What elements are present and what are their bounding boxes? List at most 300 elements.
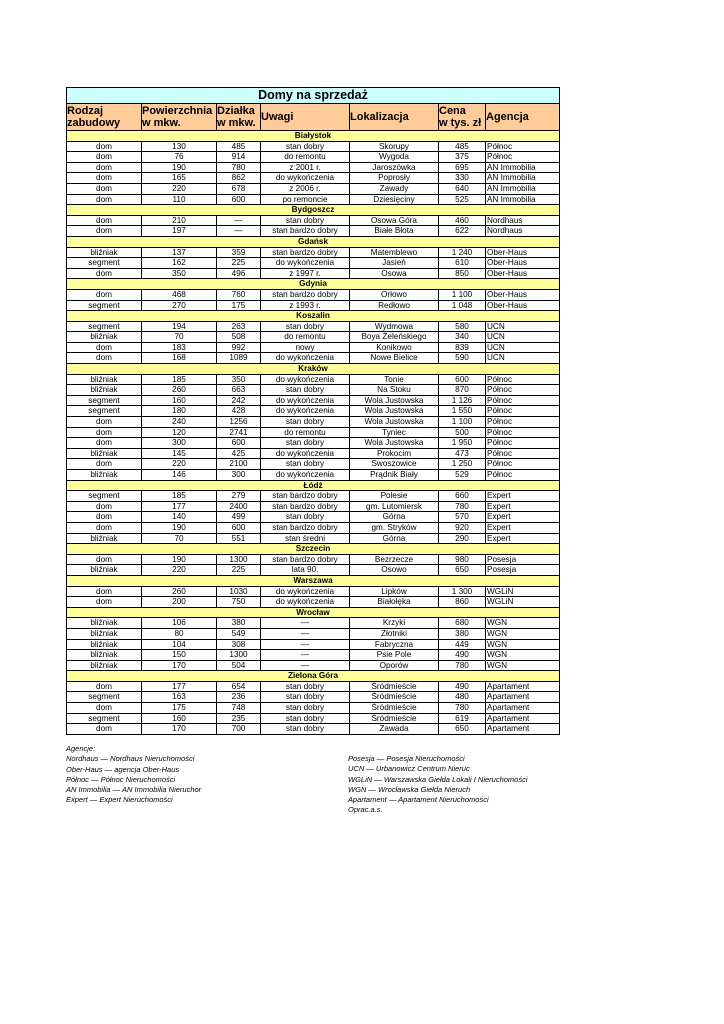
cell-plot: 236 [217, 692, 261, 703]
legend-line: Posesja — Posesja Nieruchomości [348, 754, 465, 763]
cell-area: 120 [142, 427, 217, 438]
table-row [67, 300, 560, 311]
cell-area: 165 [142, 173, 217, 184]
cell-type: dom [67, 724, 142, 735]
cell-type: bliźniak [67, 470, 142, 481]
cell-plot: 862 [217, 173, 261, 184]
city-header-row [67, 671, 560, 682]
cell-agency: Apartament [486, 724, 560, 735]
spreadsheet [66, 87, 559, 735]
cell-agency: Ober-Haus [486, 289, 560, 300]
cell-agency: Expert [486, 501, 560, 512]
cell-area: 110 [142, 194, 217, 205]
cell-area: 162 [142, 258, 217, 269]
cell-location: Jasień [350, 258, 439, 269]
cell-notes: do wykończenia [261, 258, 350, 269]
cell-type: bliźniak [67, 639, 142, 650]
cell-type: dom [67, 353, 142, 364]
cell-area: 200 [142, 597, 217, 608]
cell-plot: 485 [217, 141, 261, 152]
cell-area: 350 [142, 268, 217, 279]
cell-price: 1 550 [439, 406, 486, 417]
cell-notes: do remontu [261, 427, 350, 438]
cell-plot: 504 [217, 660, 261, 671]
cell-price: 1 048 [439, 300, 486, 311]
cell-area: 468 [142, 289, 217, 300]
cell-agency: UCN [486, 321, 560, 332]
cell-location: Jaroszówka [350, 162, 439, 173]
cell-type: bliźniak [67, 565, 142, 576]
cell-notes: stan bardzo dobry [261, 522, 350, 533]
cell-price: 870 [439, 385, 486, 396]
cell-agency: WGN [486, 639, 560, 650]
table-row [67, 183, 560, 194]
houses-table [66, 87, 560, 735]
cell-type: segment [67, 692, 142, 703]
city-name: Wrocław [67, 607, 560, 618]
cell-type: dom [67, 226, 142, 237]
cell-plot: 678 [217, 183, 261, 194]
cell-agency: Północ [486, 395, 560, 406]
cell-agency: UCN [486, 332, 560, 343]
cell-area: 70 [142, 332, 217, 343]
cell-type: dom [67, 152, 142, 163]
cell-price: 580 [439, 321, 486, 332]
cell-type: dom [67, 215, 142, 226]
table-row [67, 406, 560, 417]
cell-agency: Północ [486, 417, 560, 428]
cell-type: dom [67, 162, 142, 173]
cell-plot: 654 [217, 681, 261, 692]
cell-location: Wola Justowska [350, 395, 439, 406]
cell-price: 640 [439, 183, 486, 194]
cell-plot: 663 [217, 385, 261, 396]
cell-location: Śródmieście [350, 713, 439, 724]
cell-price: 695 [439, 162, 486, 173]
cell-location: Osowa Góra [350, 215, 439, 226]
table-row [67, 194, 560, 205]
table-row [67, 470, 560, 481]
city-header-row [67, 544, 560, 555]
cell-price: 839 [439, 342, 486, 353]
cell-area: 220 [142, 459, 217, 470]
cell-area: 150 [142, 650, 217, 661]
cell-notes: do wykończenia [261, 395, 350, 406]
cell-price: 500 [439, 427, 486, 438]
cell-location: Lipków [350, 586, 439, 597]
city-name: Gdynia [67, 279, 560, 290]
cell-location: gm. Stryków [350, 522, 439, 533]
cell-type: dom [67, 268, 142, 279]
cell-type: bliźniak [67, 660, 142, 671]
cell-plot: 700 [217, 724, 261, 735]
legend-line: Ober-Haus — agencja Ober-Haus [66, 764, 180, 774]
cell-plot: 279 [217, 491, 261, 502]
cell-area: 104 [142, 639, 217, 650]
cell-agency: AN Immobilia [486, 183, 560, 194]
cell-price: 529 [439, 470, 486, 481]
cell-location: Osowo [350, 565, 439, 576]
cell-location: Fabryczna [350, 639, 439, 650]
cell-plot: 300 [217, 470, 261, 481]
cell-area: 130 [142, 141, 217, 152]
table-row [67, 681, 560, 692]
table-row [67, 533, 560, 544]
city-name: Warszawa [67, 575, 560, 586]
cell-plot: 308 [217, 639, 261, 650]
cell-area: 180 [142, 406, 217, 417]
cell-agency: AN Immobilia [486, 173, 560, 184]
table-row [67, 247, 560, 258]
city-header-row [67, 575, 560, 586]
cell-notes: z 2001 r. [261, 162, 350, 173]
cell-location: Osowa [350, 268, 439, 279]
cell-plot: 992 [217, 342, 261, 353]
cell-location: Tyniec [350, 427, 439, 438]
cell-agency: Expert [486, 491, 560, 502]
cell-area: 190 [142, 554, 217, 565]
cell-area: 220 [142, 565, 217, 576]
cell-plot: 359 [217, 247, 261, 258]
table-row [67, 226, 560, 237]
cell-plot: 380 [217, 618, 261, 629]
cell-price: 600 [439, 374, 486, 385]
cell-area: 76 [142, 152, 217, 163]
cell-plot: 2400 [217, 501, 261, 512]
cell-location: Nowe Bielice [350, 353, 439, 364]
cell-area: 106 [142, 618, 217, 629]
cell-type: dom [67, 586, 142, 597]
cell-type: segment [67, 491, 142, 502]
cell-area: 260 [142, 385, 217, 396]
cell-agency: AN Immobilia [486, 162, 560, 173]
city-name: Białystok [67, 131, 560, 142]
cell-agency: Ober-Haus [486, 247, 560, 258]
cell-area: 270 [142, 300, 217, 311]
cell-location: Psie Pole [350, 650, 439, 661]
cell-price: 920 [439, 522, 486, 533]
cell-plot: — [217, 226, 261, 237]
cell-agency: WGN [486, 628, 560, 639]
city-name: Zielona Góra [67, 671, 560, 682]
cell-agency: Apartament [486, 713, 560, 724]
cell-notes: do wykończenia [261, 406, 350, 417]
cell-location: Swoszowice [350, 459, 439, 470]
table-row [67, 586, 560, 597]
cell-notes: lata 90. [261, 565, 350, 576]
cell-type: dom [67, 417, 142, 428]
cell-notes: stan dobry [261, 438, 350, 449]
cell-price: 1 950 [439, 438, 486, 449]
cell-agency: Północ [486, 470, 560, 481]
header-area: Powierzchnia w mkw. [142, 104, 217, 131]
cell-plot: 748 [217, 703, 261, 714]
cell-area: 260 [142, 586, 217, 597]
table-row [67, 618, 560, 629]
cell-type: dom [67, 289, 142, 300]
city-name: Gdańsk [67, 236, 560, 247]
header-notes: Uwagi [261, 104, 350, 131]
cell-notes: z 2006 r. [261, 183, 350, 194]
cell-location: Zawady [350, 183, 439, 194]
header-row [67, 104, 560, 131]
header-plot: Działka w mkw. [217, 104, 261, 131]
cell-price: 490 [439, 681, 486, 692]
table-row [67, 342, 560, 353]
cell-type: dom [67, 342, 142, 353]
cell-type: dom [67, 438, 142, 449]
cell-type: dom [67, 522, 142, 533]
cell-plot: 225 [217, 258, 261, 269]
cell-type: segment [67, 406, 142, 417]
cell-price: 650 [439, 724, 486, 735]
cell-notes: stan dobry [261, 713, 350, 724]
cell-type: segment [67, 300, 142, 311]
cell-area: 197 [142, 226, 217, 237]
city-header-row [67, 607, 560, 618]
cell-plot: 235 [217, 713, 261, 724]
cell-agency: Expert [486, 522, 560, 533]
cell-plot: 350 [217, 374, 261, 385]
city-header-row [67, 311, 560, 322]
cell-price: 619 [439, 713, 486, 724]
city-name: Kraków [67, 364, 560, 375]
cell-location: Na Stoku [350, 385, 439, 396]
cell-area: 137 [142, 247, 217, 258]
cell-area: 160 [142, 713, 217, 724]
cell-price: 460 [439, 215, 486, 226]
city-header-row [67, 236, 560, 247]
cell-price: 340 [439, 332, 486, 343]
cell-type: dom [67, 194, 142, 205]
cell-location: Tonie [350, 374, 439, 385]
legend-line: Oprac.a.s. [348, 805, 383, 815]
table-row [67, 162, 560, 173]
cell-type: dom [67, 501, 142, 512]
legend-line: WGLiN — Warszawska Giełda Lokali I Nieruchomości [348, 774, 528, 784]
cell-plot: 914 [217, 152, 261, 163]
cell-type: dom [67, 512, 142, 523]
cell-location: Wydmowa [350, 321, 439, 332]
cell-plot: 1030 [217, 586, 261, 597]
cell-notes: stan bardzo dobry [261, 491, 350, 502]
table-row [67, 417, 560, 428]
cell-price: 780 [439, 660, 486, 671]
cell-plot: 600 [217, 194, 261, 205]
cell-type: segment [67, 395, 142, 406]
cell-area: 183 [142, 342, 217, 353]
cell-area: 190 [142, 162, 217, 173]
cell-plot: 551 [217, 533, 261, 544]
cell-agency: WGN [486, 618, 560, 629]
table-row [67, 565, 560, 576]
city-header-row [67, 205, 560, 216]
cell-agency: UCN [486, 342, 560, 353]
cell-price: 610 [439, 258, 486, 269]
cell-agency: WGN [486, 660, 560, 671]
legend-line: Północ — Północ Nieruchomości [66, 774, 176, 784]
cell-plot: 508 [217, 332, 261, 343]
table-row [67, 628, 560, 639]
cell-plot: 496 [217, 268, 261, 279]
cell-plot: 2741 [217, 427, 261, 438]
cell-plot: 1089 [217, 353, 261, 364]
cell-notes: — [261, 618, 350, 629]
cell-location: Złotniki [350, 628, 439, 639]
cell-type: bliźniak [67, 247, 142, 258]
cell-type: bliźniak [67, 628, 142, 639]
cell-agency: UCN [486, 353, 560, 364]
cell-location: Bezrzecze [350, 554, 439, 565]
table-row [67, 268, 560, 279]
cell-price: 375 [439, 152, 486, 163]
cell-plot: 225 [217, 565, 261, 576]
cell-area: 190 [142, 522, 217, 533]
cell-location: Matemblewo [350, 247, 439, 258]
cell-plot: 1300 [217, 650, 261, 661]
legend-line: AN Immobilia — AN Immobilia Nieruchor [66, 785, 202, 795]
cell-plot: 760 [217, 289, 261, 300]
cell-notes: stan bardzo dobry [261, 501, 350, 512]
cell-type: segment [67, 258, 142, 269]
cell-notes: stan dobry [261, 385, 350, 396]
cell-location: Górna [350, 533, 439, 544]
cell-notes: stan średni [261, 533, 350, 544]
cell-area: 163 [142, 692, 217, 703]
cell-price: 1 300 [439, 586, 486, 597]
cell-agency: Nordhaus [486, 215, 560, 226]
cell-notes: z 1993 r. [261, 300, 350, 311]
cell-plot: 428 [217, 406, 261, 417]
table-row [67, 321, 560, 332]
cell-type: dom [67, 597, 142, 608]
cell-notes: stan dobry [261, 417, 350, 428]
cell-plot: 780 [217, 162, 261, 173]
cell-type: bliźniak [67, 448, 142, 459]
city-header-row [67, 480, 560, 491]
cell-agency: WGLiN [486, 586, 560, 597]
cell-location: Redłowo [350, 300, 439, 311]
cell-price: 780 [439, 703, 486, 714]
table-row [67, 353, 560, 364]
cell-price: 330 [439, 173, 486, 184]
cell-agency: Ober-Haus [486, 258, 560, 269]
cell-agency: WGLiN [486, 597, 560, 608]
table-row [67, 512, 560, 523]
cell-notes: do wykończenia [261, 173, 350, 184]
cell-agency: Północ [486, 438, 560, 449]
cell-notes: do wykończenia [261, 597, 350, 608]
table-row [67, 522, 560, 533]
cell-location: Śródmieście [350, 703, 439, 714]
cell-location: Białe Błota [350, 226, 439, 237]
cell-notes: stan dobry [261, 681, 350, 692]
cell-plot: 175 [217, 300, 261, 311]
header-agency: Agencja [486, 104, 560, 131]
cell-agency: Nordhaus [486, 226, 560, 237]
cell-area: 300 [142, 438, 217, 449]
cell-price: 1 250 [439, 459, 486, 470]
cell-agency: Apartament [486, 692, 560, 703]
cell-plot: 1256 [217, 417, 261, 428]
cell-type: dom [67, 183, 142, 194]
cell-notes: stan dobry [261, 724, 350, 735]
agency-legend-right [348, 754, 528, 816]
header-location: Lokalizacja [350, 104, 439, 131]
table-row [67, 438, 560, 449]
cell-price: 622 [439, 226, 486, 237]
cell-agency: Posesja [486, 565, 560, 576]
cell-notes: stan dobry [261, 215, 350, 226]
cell-agency: Północ [486, 141, 560, 152]
cell-location: Białołęka [350, 597, 439, 608]
legend-line: Agencje: [66, 744, 96, 753]
cell-price: 480 [439, 692, 486, 703]
cell-area: 70 [142, 533, 217, 544]
cell-area: 80 [142, 628, 217, 639]
cell-area: 140 [142, 512, 217, 523]
table-row [67, 141, 560, 152]
cell-notes: stan dobry [261, 512, 350, 523]
cell-notes: stan dobry [261, 141, 350, 152]
cell-notes: stan dobry [261, 321, 350, 332]
cell-type: bliźniak [67, 374, 142, 385]
agency-legend-left [66, 744, 201, 806]
cell-area: 146 [142, 470, 217, 481]
cell-type: dom [67, 554, 142, 565]
cell-price: 1 240 [439, 247, 486, 258]
cell-location: Boya Żeleńskiego [350, 332, 439, 343]
cell-agency: Ober-Haus [486, 268, 560, 279]
table-row [67, 713, 560, 724]
table-row [67, 692, 560, 703]
cell-agency: Północ [486, 427, 560, 438]
cell-area: 210 [142, 215, 217, 226]
table-row [67, 448, 560, 459]
cell-area: 220 [142, 183, 217, 194]
table-row [67, 395, 560, 406]
table-row [67, 258, 560, 269]
cell-location: Prądnik Biały [350, 470, 439, 481]
cell-agency: Expert [486, 533, 560, 544]
table-row [67, 374, 560, 385]
cell-notes: do remontu [261, 152, 350, 163]
cell-agency: Północ [486, 448, 560, 459]
cell-location: Górna [350, 512, 439, 523]
cell-price: 860 [439, 597, 486, 608]
cell-location: Zawada [350, 724, 439, 735]
cell-type: dom [67, 141, 142, 152]
cell-type: dom [67, 427, 142, 438]
cell-plot: 600 [217, 522, 261, 533]
cell-area: 194 [142, 321, 217, 332]
table-row [67, 724, 560, 735]
cell-type: bliźniak [67, 650, 142, 661]
cell-location: Wygoda [350, 152, 439, 163]
cell-location: Krzyki [350, 618, 439, 629]
cell-price: 980 [439, 554, 486, 565]
table-row [67, 332, 560, 343]
cell-notes: stan dobry [261, 703, 350, 714]
cell-notes: — [261, 660, 350, 671]
cell-location: Orłowo [350, 289, 439, 300]
cell-location: Śródmieście [350, 681, 439, 692]
cell-plot: 263 [217, 321, 261, 332]
cell-area: 168 [142, 353, 217, 364]
legend-line: Apartament — Apartament Nieruchomości [348, 795, 489, 805]
cell-type: bliźniak [67, 332, 142, 343]
page-title: Domy na sprzedaż [67, 88, 560, 104]
